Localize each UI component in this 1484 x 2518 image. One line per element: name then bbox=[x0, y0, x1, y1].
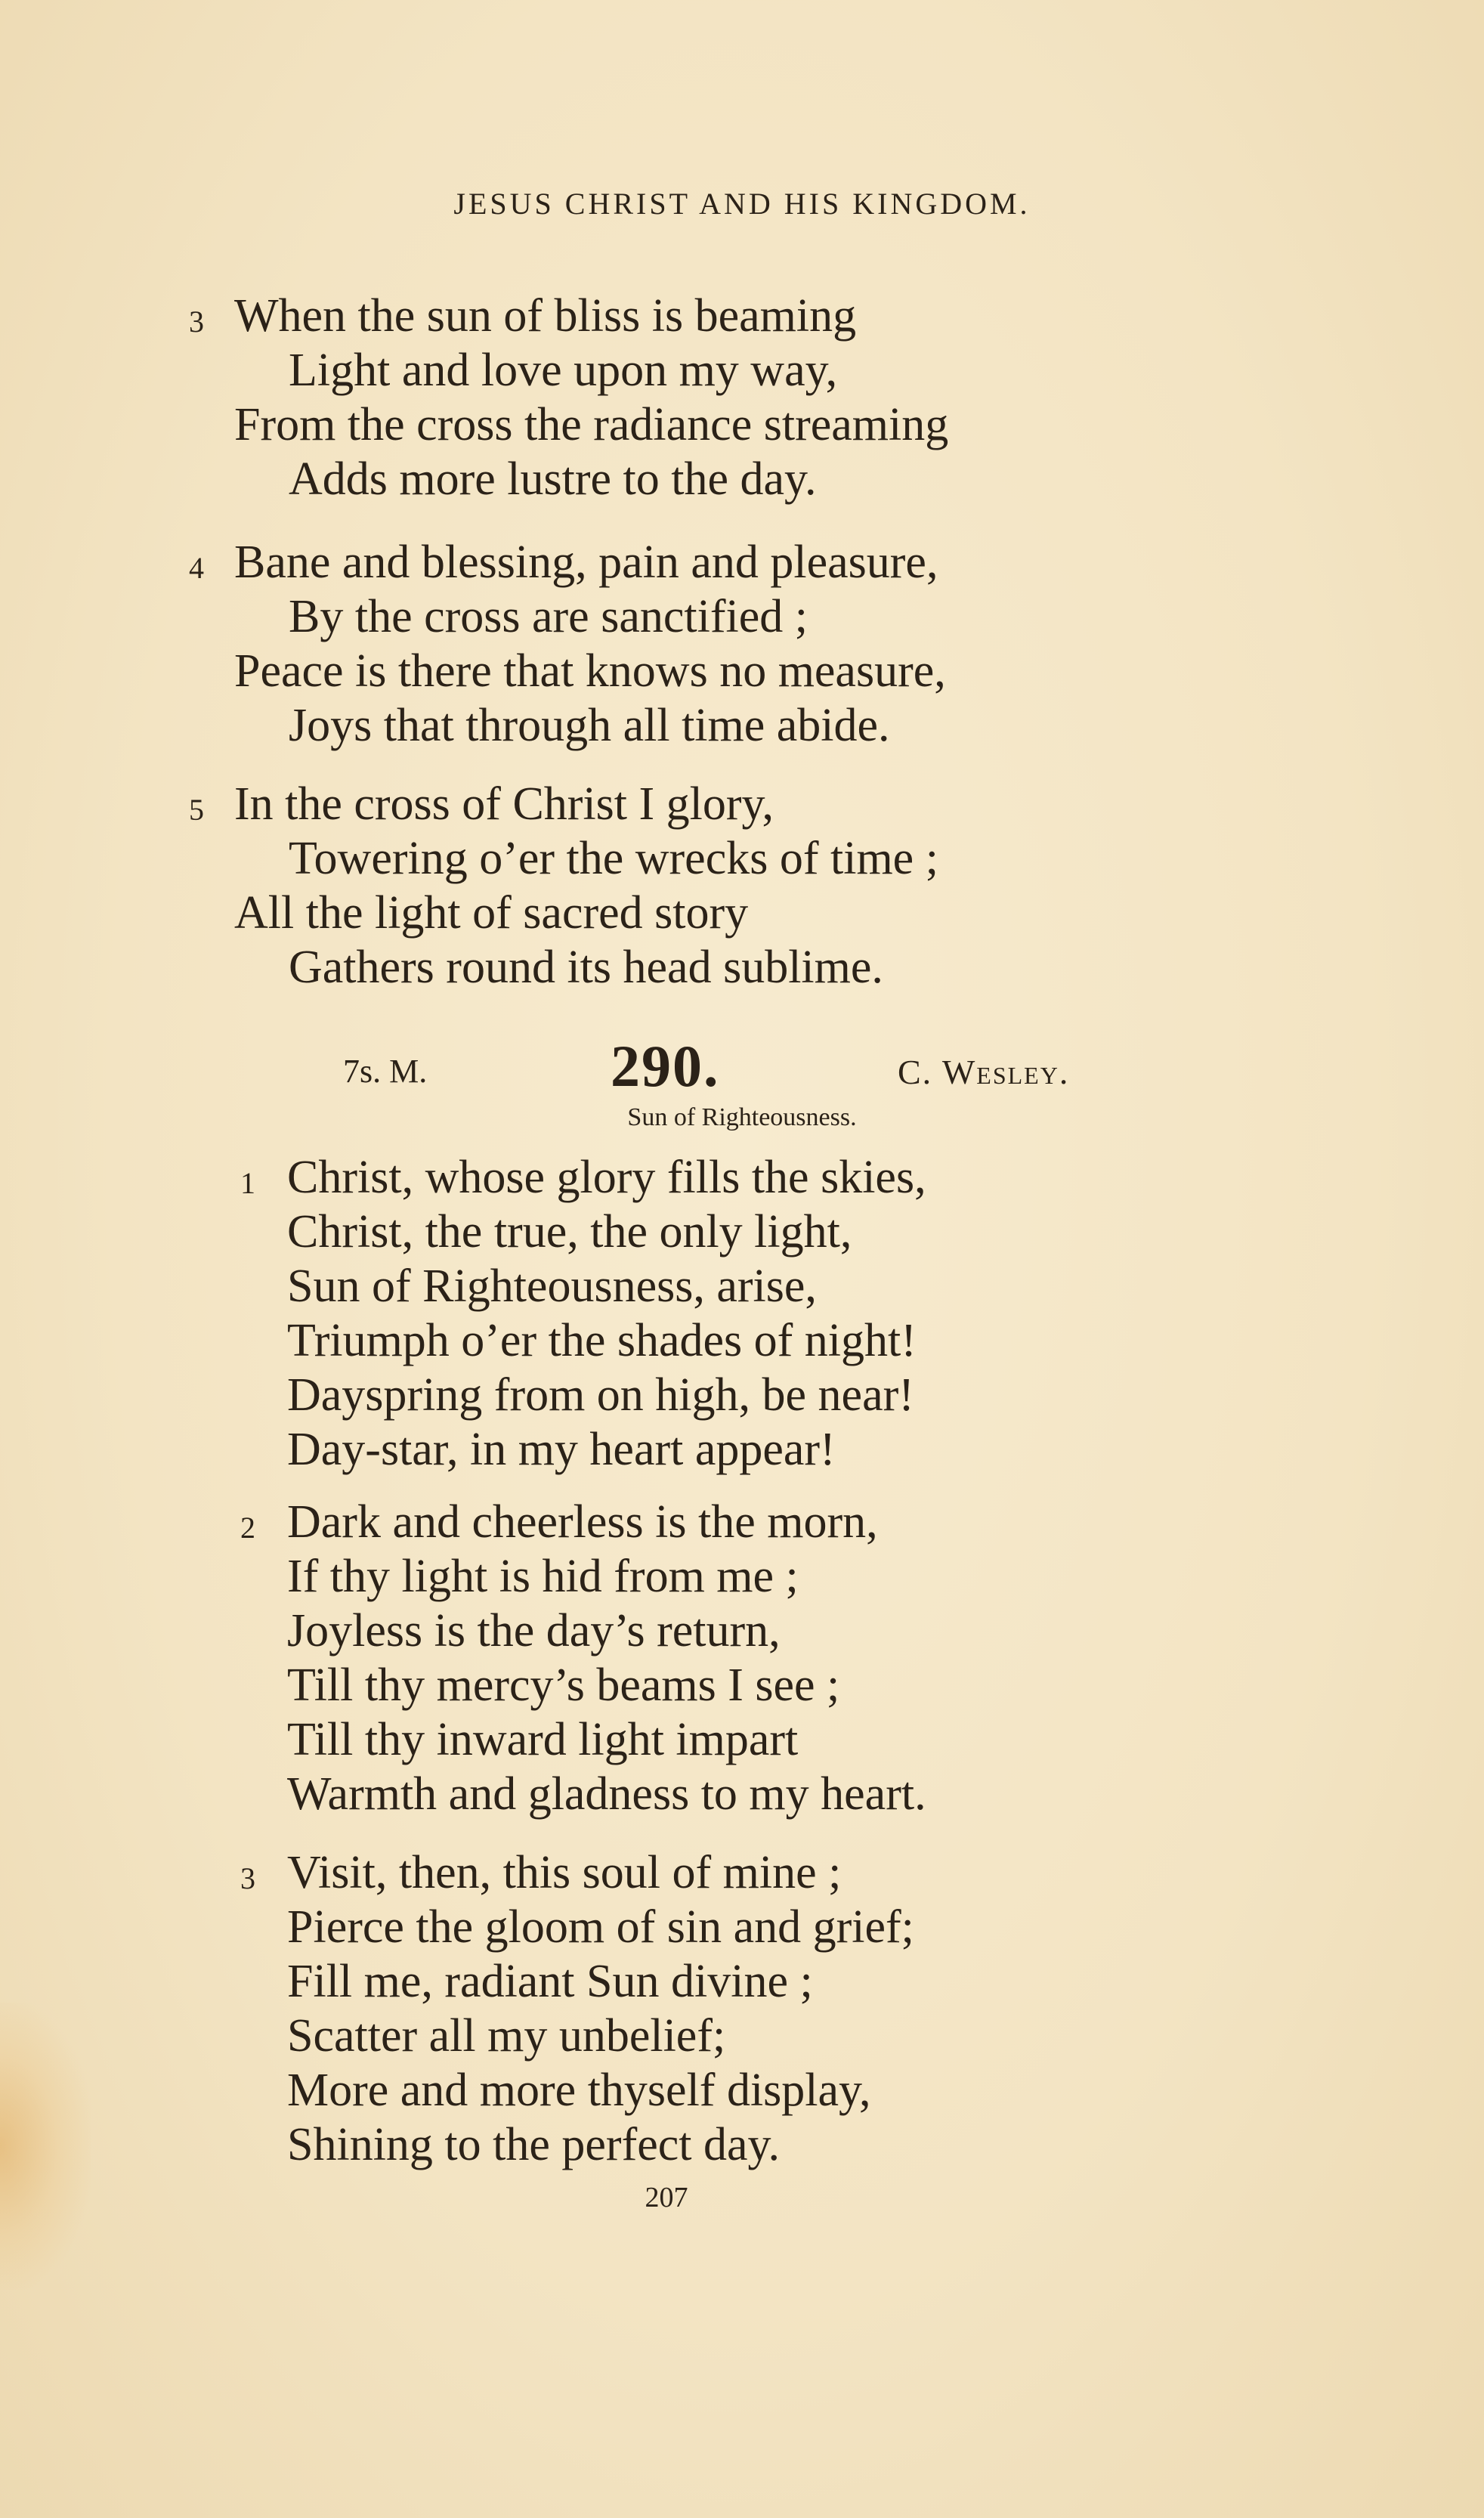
paper-stain bbox=[0, 2003, 91, 2290]
stanza-number: 3 bbox=[189, 305, 204, 339]
stanza-prev-5 bbox=[234, 777, 938, 995]
verse-line: Till thy inward light impart bbox=[287, 1714, 799, 1765]
verse-line: When the sun of bliss is beaming bbox=[234, 290, 857, 342]
page-number: 207 bbox=[645, 2182, 688, 2213]
verse-line: Adds more lustre to the day. bbox=[289, 453, 817, 505]
verse-line: Till thy mercy’s beams I see ; bbox=[287, 1660, 840, 1711]
verse-line: Towering o’er the wrecks of time ; bbox=[289, 833, 938, 884]
stanza-3 bbox=[287, 1845, 914, 2172]
verse-line: Christ, whose glory fills the skies, bbox=[287, 1152, 926, 1203]
verse-line: All the light of sacred story bbox=[234, 887, 749, 939]
verse-line: Visit, then, this soul of mine ; bbox=[287, 1847, 842, 1898]
verse-line: Dark and cheerless is the morn, bbox=[287, 1496, 878, 1548]
verse-line: Bane and blessing, pain and pleasure, bbox=[234, 537, 938, 588]
verse-line: By the cross are sanctified ; bbox=[289, 591, 808, 642]
verse-line: Peace is there that knows no measure, bbox=[234, 645, 946, 697]
verse-line: Sun of Righteousness, arise, bbox=[287, 1261, 817, 1312]
stanza-prev-4 bbox=[234, 535, 946, 753]
stanza-number: 4 bbox=[189, 551, 204, 585]
verse-line: Day-star, in my heart appear! bbox=[287, 1424, 836, 1475]
verse-line: Gathers round its head sublime. bbox=[289, 942, 883, 993]
verse-line: Fill me, radiant Sun divine ; bbox=[287, 1956, 813, 2007]
running-head: JESUS CHRIST AND HIS KINGDOM. bbox=[453, 187, 1031, 221]
verse-line: Scatter all my unbelief; bbox=[287, 2010, 726, 2062]
stanza-2 bbox=[287, 1495, 926, 1821]
hymn-author: C. Wesley. bbox=[898, 1053, 1070, 1091]
verse-line: Warmth and gladness to my heart. bbox=[287, 1768, 926, 1820]
verse-line: If thy light is hid from me ; bbox=[287, 1551, 799, 1602]
stanza-number: 5 bbox=[189, 793, 204, 827]
stanza-prev-3 bbox=[234, 289, 948, 506]
verse-line: Dayspring from on high, be near! bbox=[287, 1369, 914, 1421]
verse-line: Shining to the perfect day. bbox=[287, 2119, 780, 2170]
hymn-number: 290. bbox=[611, 1033, 720, 1099]
stanza-number: 3 bbox=[240, 1861, 255, 1895]
verse-line: Joyless is the day’s return, bbox=[287, 1605, 781, 1656]
hymn-meter: 7s. M. bbox=[343, 1053, 428, 1090]
verse-line: Light and love upon my way, bbox=[289, 345, 838, 396]
verse-line: Joys that through all time abide. bbox=[289, 700, 890, 751]
verse-line: In the cross of Christ I glory, bbox=[234, 778, 774, 830]
verse-line: Triumph o’er the shades of night! bbox=[287, 1315, 917, 1366]
verse-line: Christ, the true, the only light, bbox=[287, 1206, 852, 1257]
hymn-subtitle: Sun of Righteousness. bbox=[627, 1103, 857, 1131]
verse-line: Pierce the gloom of sin and grief; bbox=[287, 1901, 914, 1953]
verse-line: From the cross the radiance streaming bbox=[234, 399, 949, 450]
verse-line: More and more thyself display, bbox=[287, 2065, 871, 2116]
stanza-1 bbox=[287, 1150, 926, 1477]
stanza-number: 2 bbox=[240, 1511, 255, 1545]
stanza-number: 1 bbox=[240, 1166, 255, 1200]
